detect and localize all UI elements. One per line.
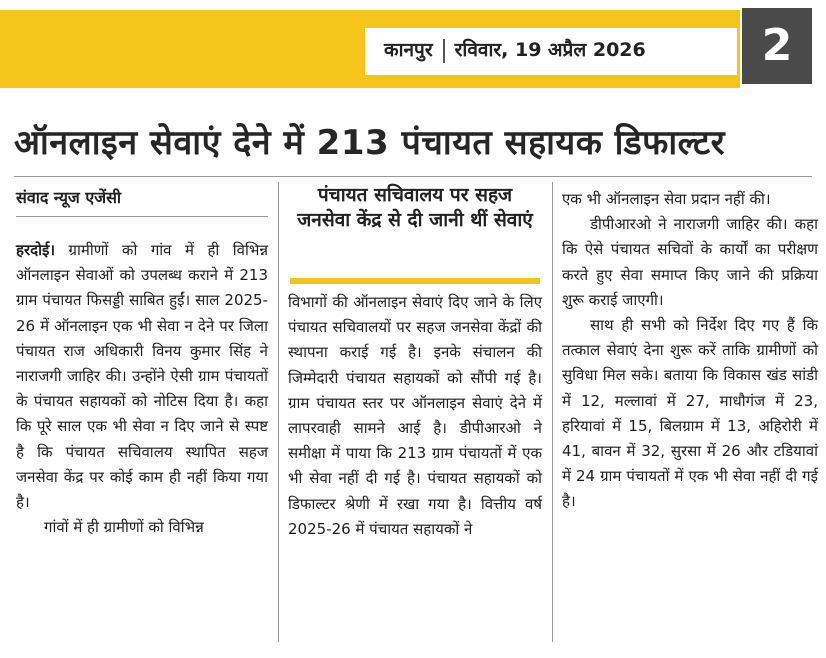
paragraph — [16, 238, 268, 515]
paragraph: गांवों में ही ग्रामीणों को विभिन्न — [44, 518, 204, 537]
article-byline: संवाद न्यूज एजेंसी — [16, 188, 122, 207]
paragraph: डीपीआरओ ने नाराजगी जाहिर की। कहा कि ऐसे पंचायत सचिवों के कार्यों का परीक्षण करते हुए सेवा समाप्त किए जाने की प्रक्रिया शुरू कराई जाएगी। — [562, 215, 818, 309]
page-number: 2 — [742, 8, 812, 84]
pull-quote: पंचायत सचिवालय पर सहज जनसेवा केंद्र से दी जानी थीं सेवाएं — [297, 184, 533, 231]
article-column-2 — [288, 290, 542, 542]
column-divider-1 — [278, 182, 279, 642]
paragraph-text: ग्रामीणों को गांव में ही विभिन्न ऑनलाइन सेवाओं को उपलब्ध कराने में 213 ग्राम पंचायत फिसड्डी साबित हुईं। साल 2025-26 में ऑनलाइन एक भी सेवा न देने पर जिला पंचायत राज अधिकारी विनय कुमार सिंह ने नाराजगी जाहिर की। उन्होंने ऐसी ग्राम पंचायतों के पंचायत सहायकों को नोटिस दिया है। कहा कि पूरे साल एक भी सेवा न दिए जाने से स्पष्ट है कि पंचायत सचिवालय स्थापित सहज जनसेवा केंद्र पर कोई काम ही नहीं किया गया है। — [16, 241, 268, 512]
dateline-city: हरदोई। — [16, 241, 56, 259]
headline-rule — [14, 176, 812, 177]
edition-city: कानपुर — [384, 39, 433, 61]
article-headline: ऑनलाइन सेवाएं देने में 213 पंचायत सहायक डिफाल्टर — [14, 123, 726, 163]
article-column-3 — [562, 187, 818, 515]
article-column-1 — [16, 238, 268, 540]
masthead — [0, 0, 826, 100]
edition-date: रविवार, 19 अप्रैल 2026 — [454, 39, 646, 61]
pull-quote-underline — [290, 278, 540, 284]
dateline-separator — [443, 39, 445, 63]
byline-rule — [16, 216, 268, 217]
paragraph: विभागों की ऑनलाइन सेवाएं दिए जाने के लिए पंचायत सचिवालयों पर सहज जनसेवा केंद्रों की स्थापना कराई गई है। इनके संचालन की जिम्मेदारी पंचायत सहायकों को सौंपी गई है। ग्राम पंचायत स्तर पर ऑनलाइन सेवाएं देने में लापरवाही सामने आई है। डीपीआरओ ने समीक्षा में पाया कि 213 ग्राम पंचायतों में एक भी सेवा नहीं दी गई है। पंचायत सहायकों को डिफाल्टर श्रेणी में रखा गया है। वित्तीय वर्ष 2025-26 में पंचायत सहायकों ने — [288, 293, 542, 538]
paragraph: साथ ही सभी को निर्देश दिए गए हैं कि तत्काल सेवाएं देना शुरू करें ताकि ग्रामीणों को सुविधा मिल सके। बताया कि विकास खंड सांडी में 12, मल्लावां में 27, माधौगंज में 23, हरियावां में 15, बिलग्राम में 13, अहिरोरी में 41, बावन में 32, सुरसा में 26 और टडियावां में 24 ग्राम पंचायतों में एक भी सेवा नहीं दी गई है। — [562, 316, 818, 511]
column-divider-2 — [552, 182, 553, 642]
paragraph: एक भी ऑनलाइन सेवा प्रदान नहीं की। — [562, 190, 771, 208]
edition-dateline — [384, 36, 646, 63]
